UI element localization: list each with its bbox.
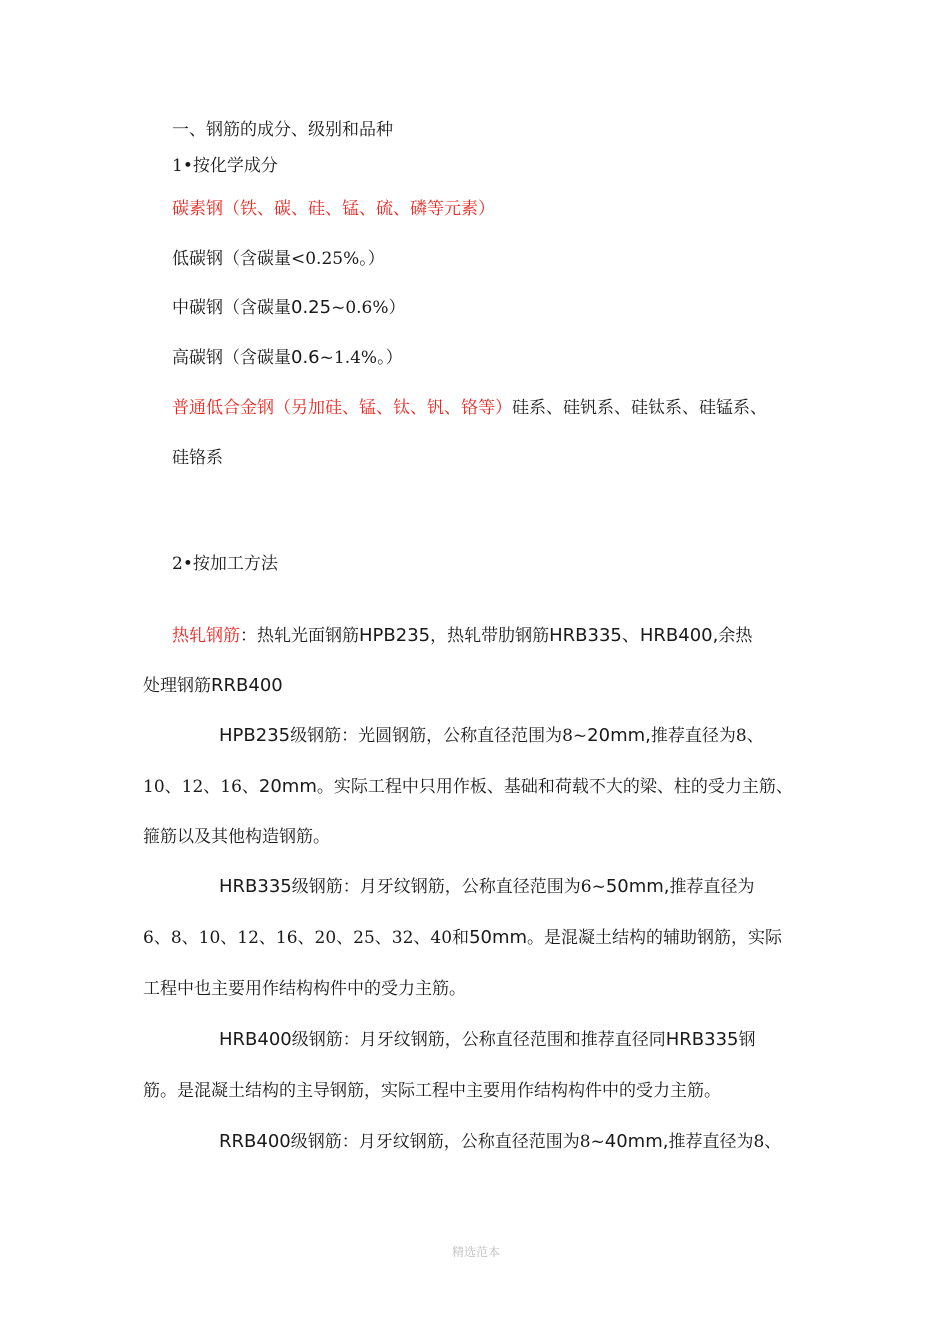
rrb400-t2: 推荐直径为8、 xyxy=(668,1132,782,1152)
high-carbon-text-a: 高碳钢（含碳量 xyxy=(172,348,291,368)
hpb235-l2-t2: 。实际工程中只用作板、基础和荷载不大的梁、柱的受力主筋、 xyxy=(316,777,793,797)
mid-carbon-line xyxy=(172,297,406,319)
carbon-steel-label: 碳素钢（铁、碳、硅、锰、硫、磷等元素） xyxy=(172,199,495,219)
hpb235-l2-size: 20mm xyxy=(258,776,317,797)
hot-rolled-line xyxy=(172,625,752,647)
rrb400-line-1 xyxy=(219,1131,781,1153)
subheading-chemical: 1•按化学成分 xyxy=(172,156,278,176)
alloy-steel-label: 普通低合金钢（另加硅、锰、钛、钒、铬等） xyxy=(172,398,512,418)
hrb335-line-1 xyxy=(219,876,755,898)
hrb335-grade: HRB335 xyxy=(219,876,292,897)
hpb235-grade: HPB235 xyxy=(219,725,291,746)
hot-rolled-line2-text: 处理钢筋 xyxy=(143,676,211,696)
rrb400-t1: 级钢筋：月牙纹钢筋，公称直径范围为8~ xyxy=(290,1132,605,1152)
hot-rolled-t2: ，热轧带肋钢筋 xyxy=(430,626,550,646)
alloy-steel-line xyxy=(172,397,767,419)
hpb235-l2-t1: 10、12、16、 xyxy=(143,777,259,797)
alloy-steel-series: 硅系、硅钒系、硅钛系、硅锰系、 xyxy=(512,398,767,418)
hrb335-t2: 推荐直径为 xyxy=(669,877,755,897)
rrb400-max: 40mm, xyxy=(604,1131,669,1152)
hpb235-t2: 推荐直径为8、 xyxy=(650,726,764,746)
hot-rolled-hrb: HRB335、HRB400, xyxy=(549,625,719,646)
section-heading: 一、钢筋的成分、级别和品种 xyxy=(172,120,393,140)
hpb235-line-3: 箍筋以及其他构造钢筋。 xyxy=(143,827,330,847)
hrb335-l2-t2: 。是混凝土结构的辅助钢筋，实际 xyxy=(527,928,783,948)
hrb400-line-1 xyxy=(219,1029,756,1051)
mid-carbon-text-c: ~0.6%） xyxy=(331,298,406,318)
hpb235-line-1 xyxy=(219,725,764,747)
hot-rolled-line-2 xyxy=(143,675,283,697)
high-carbon-text-c: ~1.4%。） xyxy=(319,348,403,368)
hrb335-l2-t1: 6、8、10、12、16、20、25、32、40和 xyxy=(143,928,470,948)
mid-carbon-text-a: 中碳钢（含碳量 xyxy=(172,298,291,318)
hrb400-ref: HRB335 xyxy=(665,1029,739,1050)
hrb335-max: 50mm, xyxy=(605,876,670,897)
rrb400-grade: RRB400 xyxy=(219,1131,291,1152)
hot-rolled-hpb: HPB235 xyxy=(359,625,431,646)
hot-rolled-rrb: RRB400 xyxy=(211,675,283,696)
hrb400-line-2: 筋。是混凝土结构的主导钢筋，实际工程中主要用作结构构件中的受力主筋。 xyxy=(143,1081,721,1101)
hpb235-t1: 级钢筋：光圆钢筋，公称直径范围为8~ xyxy=(290,726,588,746)
hot-rolled-t1: ：热轧光面钢筋 xyxy=(240,626,359,646)
hot-rolled-t3: 余热 xyxy=(718,626,753,646)
subheading-processing: 2•按加工方法 xyxy=(172,554,278,574)
hrb400-t2: 钢 xyxy=(738,1030,756,1050)
hpb235-max: 20mm, xyxy=(587,725,651,746)
hrb335-t1: 级钢筋：月牙纹钢筋，公称直径范围为6~ xyxy=(291,877,606,897)
hot-rolled-label: 热轧钢筋 xyxy=(172,626,240,646)
low-carbon-line xyxy=(172,248,385,270)
hrb335-line-3: 工程中也主要用作结构构件中的受力主筋。 xyxy=(143,979,466,999)
hpb235-line-2 xyxy=(143,776,793,798)
mid-carbon-value: 0.25 xyxy=(291,297,332,318)
hrb335-l2-size: 50mm xyxy=(469,927,528,948)
alloy-steel-cont: 硅铬系 xyxy=(172,448,223,468)
high-carbon-value: 0.6 xyxy=(291,347,320,368)
hrb400-t1: 级钢筋：月牙纹钢筋，公称直径范围和推荐直径同 xyxy=(291,1030,666,1050)
footer-watermark: 精选范本 xyxy=(452,1245,501,1259)
high-carbon-line xyxy=(172,347,403,369)
hrb335-line-2 xyxy=(143,927,782,949)
low-carbon-text: 低碳钢（含碳量<0.25%。） xyxy=(172,249,385,269)
hrb400-grade: HRB400 xyxy=(219,1029,292,1050)
